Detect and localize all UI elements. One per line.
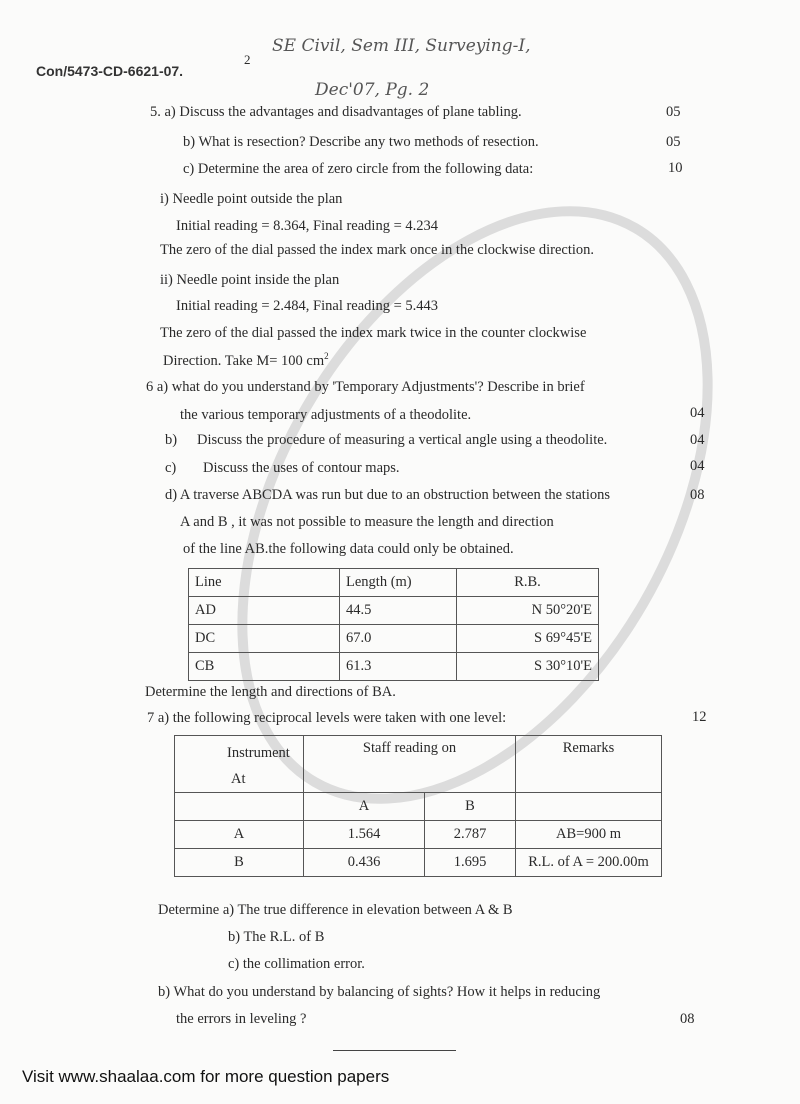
q6b-label: b) <box>165 432 178 448</box>
table-row <box>175 849 662 877</box>
cell: AD <box>189 597 340 625</box>
q5b: b) What is resection? Describe any two methods of resection. <box>183 134 539 150</box>
q5c-i-reading: Initial reading = 8.364, Final reading = 4.234 <box>176 218 438 234</box>
traverse-table <box>188 568 599 681</box>
q5c-ii-note2-text: Direction. Take M= 100 cm <box>163 352 325 369</box>
header-rb: R.B. <box>457 569 599 597</box>
q5a-marks: 05 <box>666 104 681 120</box>
handwritten-note-2: Dec'07, Pg. 2 <box>315 80 430 100</box>
cell: 0.436 <box>304 849 425 877</box>
q7-determine-b: b) The R.L. of B <box>228 929 325 945</box>
q5c: c) Determine the area of zero circle from the following data: <box>183 161 534 177</box>
q7-determine-a: Determine a) The true difference in elevation between A & B <box>158 902 513 918</box>
cell: R.L. of A = 200.00m <box>516 849 662 877</box>
q6d-line1: d) A traverse ABCDA was run but due to an obstruction between the stations <box>165 487 610 503</box>
cell: 67.0 <box>340 625 457 653</box>
header-line: Line <box>189 569 340 597</box>
q5c-ii-note1: The zero of the dial passed the index mark twice in the counter clockwise <box>160 325 587 341</box>
reciprocal-levels-table <box>174 735 662 877</box>
q7b-line1: b) What do you understand by balancing of sights? How it helps in reducing <box>158 984 601 1000</box>
cell: 61.3 <box>340 653 457 681</box>
q6d-line4: Determine the length and directions of BA. <box>145 684 396 700</box>
q5a: 5. a) Discuss the advantages and disadvantages of plane tabling. <box>150 104 522 120</box>
cell: 2.787 <box>425 821 516 849</box>
q7a: 7 a) the following reciprocal levels were taken with one level: <box>147 710 507 726</box>
q6a-line1: 6 a) what do you understand by 'Temporary Adjustments'? Describe in brief <box>146 379 585 395</box>
cell: B <box>175 849 304 877</box>
cell: DC <box>189 625 340 653</box>
cell: 44.5 <box>340 597 457 625</box>
subheader-b: B <box>425 793 516 821</box>
q5b-marks: 05 <box>666 134 681 150</box>
q6d-line2: A and B , it was not possible to measure the length and direction <box>180 514 554 530</box>
table-row <box>189 625 599 653</box>
cell: N 50°20'E <box>457 597 599 625</box>
q6d-line3: of the line AB.the following data could only be obtained. <box>183 541 514 557</box>
table-row <box>189 597 599 625</box>
q6c-marks: 04 <box>690 458 705 474</box>
q5c-ii: ii) Needle point inside the plan <box>160 272 340 288</box>
page-number: 2 <box>244 52 251 67</box>
table-subheader-row <box>175 793 662 821</box>
subheader-a: A <box>304 793 425 821</box>
q6c: Discuss the uses of contour maps. <box>203 460 400 476</box>
q6b: Discuss the procedure of measuring a vertical angle using a theodolite. <box>197 432 608 448</box>
cell: S 30°10'E <box>457 653 599 681</box>
header-remarks: Remarks <box>516 736 662 793</box>
cell: CB <box>189 653 340 681</box>
q5c-ii-note2-superscript: 2 <box>324 351 329 361</box>
end-divider <box>333 1050 456 1051</box>
table-header-row <box>175 736 662 793</box>
q6a-line2: the various temporary adjustments of a theodolite. <box>180 407 472 423</box>
q7b-marks: 08 <box>680 1011 695 1027</box>
q5c-i-note: The zero of the dial passed the index mark once in the clockwise direction. <box>160 242 595 258</box>
cell <box>175 793 304 821</box>
q5c-marks: 10 <box>668 160 683 176</box>
header-at-text: At <box>231 771 246 787</box>
cell: 1.695 <box>425 849 516 877</box>
paper-code: Con/5473-CD-6621-07. <box>36 63 184 79</box>
table-header-row <box>189 569 599 597</box>
footer-text: Visit www.shaalaa.com for more question papers <box>22 1067 390 1086</box>
q7b-line2: the errors in leveling ? <box>176 1011 307 1027</box>
q6c-label: c) <box>165 460 177 476</box>
q6a-marks: 04 <box>690 405 705 421</box>
table-row <box>189 653 599 681</box>
q5c-i: i) Needle point outside the plan <box>160 191 343 207</box>
q5c-ii-reading: Initial reading = 2.484, Final reading = 5.443 <box>176 298 438 314</box>
table-row <box>175 821 662 849</box>
cell: A <box>175 821 304 849</box>
cell: S 69°45'E <box>457 625 599 653</box>
header-instrument-text: Instrument <box>227 745 290 761</box>
cell: AB=900 m <box>516 821 662 849</box>
q6b-marks: 04 <box>690 432 705 448</box>
header-staff-reading: Staff reading on <box>304 736 516 793</box>
q7-determine-c: c) the collimation error. <box>228 956 365 972</box>
q5c-ii-note2 <box>163 351 329 370</box>
header-length: Length (m) <box>340 569 457 597</box>
cell <box>516 793 662 821</box>
header-instrument <box>175 736 304 793</box>
cell: 1.564 <box>304 821 425 849</box>
handwritten-note-1: SE Civil, Sem III, Surveying-I, <box>272 36 531 56</box>
q7a-marks: 12 <box>692 709 707 725</box>
q6d-marks: 08 <box>690 487 705 503</box>
